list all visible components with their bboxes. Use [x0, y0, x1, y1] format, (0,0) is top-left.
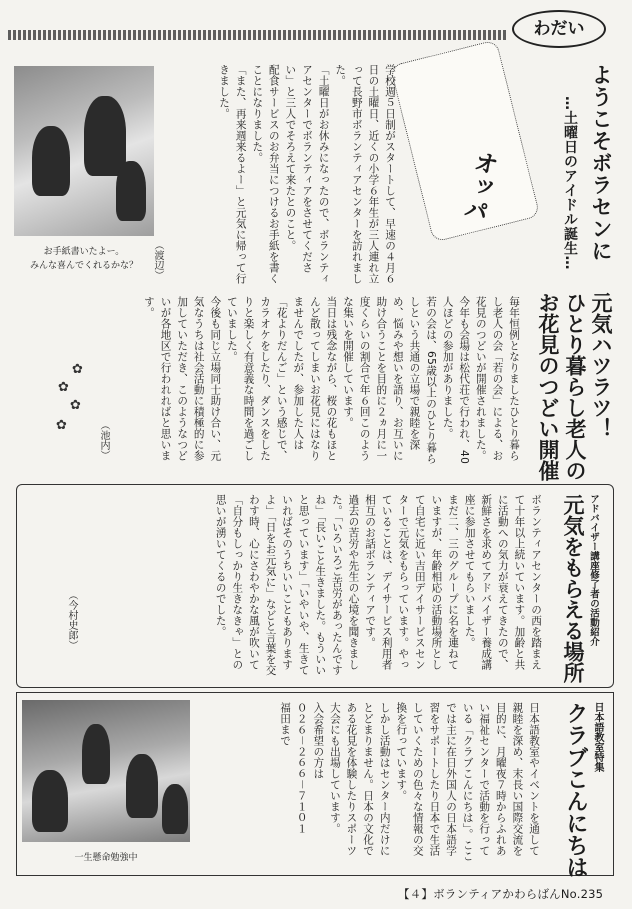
letter-stamp-text: オッパ: [457, 147, 501, 225]
header-rule: [8, 30, 508, 40]
article1-body: 学校週５日制がスタートして、早速の４月６日の土曜日、近くの小学６年生が三人連れ立って長野市ボランティアセンターを訪れました。 「土曜日がお休みになったので、ボランティアセンターでボランティアをさせてください」と三人でそろえて来たとのこと。 配食サービスのお弁当につけるお手紙を書くことになりました。 「また、再来週来るよー」と元気に帰って行きました。: [218, 64, 396, 284]
article1-author: （渡辺）: [152, 240, 163, 280]
plum-flower-icon: ✿: [56, 418, 67, 433]
plum-flower-icon: ✿: [70, 398, 81, 413]
article4-kicker: 日本語教室特集: [592, 702, 603, 772]
article1-title: ようこそボラセンに: [589, 64, 613, 262]
article2-title-2: ひとり暮らし老人の: [563, 292, 587, 481]
study-class-photo: [22, 700, 190, 842]
photo2-caption: 一生懸命勉強中: [74, 853, 138, 863]
article2-title-1: 元気ハツラツ！: [589, 292, 613, 439]
section-badge: わだい: [512, 10, 606, 48]
photo1-caption-1: お手紙書いたよー。: [43, 247, 125, 257]
plum-flower-icon: ✿: [72, 362, 83, 377]
children-letter-photo: [14, 66, 154, 236]
article3-author: （今村史郎）: [66, 590, 77, 650]
article2-body: 毎年恒例となりましたひとり暮らし老人の会「若の会」による、お花見のつどいが開催されました。今年も会場は松代荘で行われ、40人ほどの参加がありました。 若の会は、65歳以上のひとり暮らしという共通の立場で親睦を深め、悩みや想いを語り、お互いに助け合うことを目的に２ヵ月に一度くらいの割合で年６回このような集いを開催しています。 当日は残念ながら、桜の花もほとんど散ってしまいお花見にはなりませんでしたが、参加した人は「花よりだんご」という感じで、カラオケをしたり、ダンスをしたりと楽しく有意義な時間を過ごしていました。 今後も同じ立場同士助け合い、元気なうちは社会活動に積極的に参加していただき、このようなつどいが各地区で行われればと思います。: [142, 296, 520, 465]
article3-body: ボランティアセンターの西を踏まえて十年以上続いています。加齢と共に活動への気力が衰えてきたので、新鮮さを求めてアドバイザー養成講座に参加させてもらいました。 まだ二、三のグループに名を連ねていますが、年齢相応の活動場所として自宅に近い吉田デイサービスセンターで元気をもらっています。やっていることは、デイサービス利用者相互のお話ボランティアです。 過去の苦労や先生の心境を聞きました。「いろいろご苦労があったんですね」「長いこと生きました。もういいと思っています」「いやいや、生きていればそのうちいいこともありますよ」「日をお元気に」などと言葉を交わす時、心にさわやかな風が吹いて「自分もしっかり生きなきゃ」との思いが湧いてくるのでした。: [214, 494, 542, 676]
article3-kicker: アドバイザー講座修了者の活動紹介: [588, 494, 599, 646]
article4-title: クラブこんにちは: [563, 702, 588, 878]
article3-title: 元気をもらえる場所: [561, 494, 585, 683]
article2-title-3: お花見のつどい開催: [536, 292, 560, 481]
article4-body: 日本語教室やイベントを通して親睦を深め、末長い国際交流を目的に、月曜夜７時からふれあい福祉センターで活動を行っている「クラブこんにちは」。ここでは主に在日外国人の日本語学習をサポートしたり日本で生活していくための色々な情報の交換を行っています。 しかし活動はセンター内だけにとどまりません。日本の文化である花見を体験したりスポーツ大会にも出場しています。 入会希望の方は ０２６－２６６－７１０１ 福田まで: [279, 702, 540, 862]
article2-author: （池内）: [98, 420, 109, 460]
article1-subtitle: …土曜日のアイドル誕生…: [562, 96, 578, 270]
photo1-caption-2: みんな喜んでくれるかな？: [29, 261, 138, 271]
page-footer: 【４】ボランティアかわらばんNo.235: [398, 887, 604, 901]
plum-flower-icon: ✿: [58, 380, 69, 395]
